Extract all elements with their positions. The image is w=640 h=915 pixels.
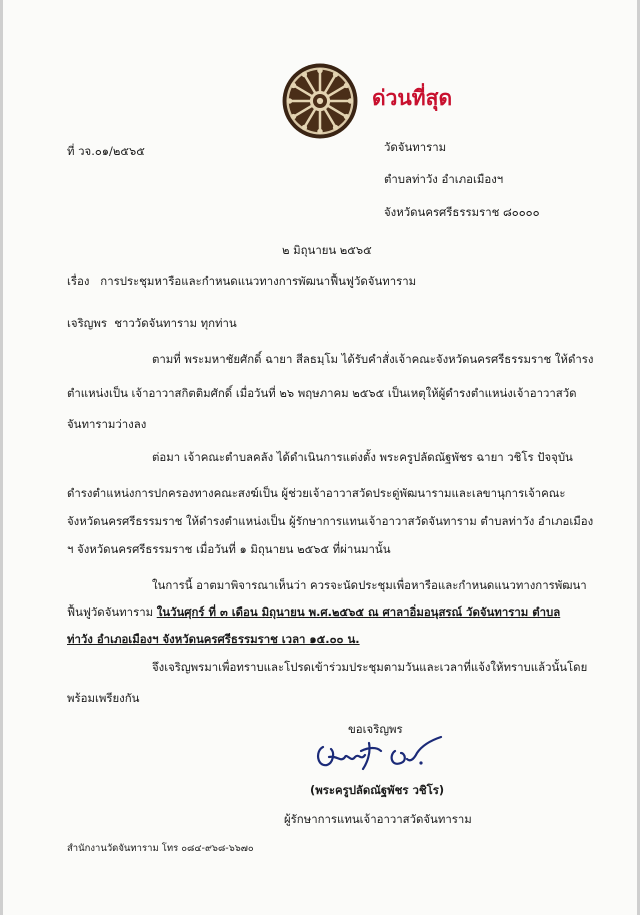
footer-contact: สำนักงานวัดจันทาราม โทร ๐๘๔-๙๖๘-๖๖๗๐: [67, 843, 254, 854]
paragraph-2-line-2: ดำรงตำแหน่งการปกครองทางคณะสงฆ์เป็น ผู้ช่วยเจ้าอาวาสวัดประดู่พัฒนารามและเลขานุการเจ้าคณะ: [67, 486, 566, 500]
reference-number: ที่ วจ.๐๑/๒๕๖๕: [67, 144, 145, 158]
paragraph-2-line-4: ฯ จังหวัดนครศรีธรรมราช เมื่อวันที่ ๑ มิถุนายน ๒๕๖๕ ที่ผ่านมานั้น: [67, 542, 391, 556]
paragraph-3-line-1: ในการนี้ อาตมาพิจารณาเห็นว่า ควรจะนัดประชุมเพื่อหารือและกำหนดแนวทางการพัฒนา: [152, 578, 587, 592]
paragraph-1-line-2: ตำแหน่งเป็น เจ้าอาวาสกิตติมศักดิ์ เมื่อวันที่ ๒๖ พฤษภาคม ๒๕๖๕ เป็นเหตุให้ผู้ดำรงตำแหน่งเจ้าอาวาสวัด: [67, 386, 577, 400]
subject-text: การประชุมหารือและกำหนดแนวทางการพัฒนาฟื้นฟูวัดจันทาราม: [100, 274, 417, 288]
letter-date: ๒ มิถุนายน ๒๕๖๕: [282, 243, 372, 257]
signer-name: (พระครูปลัดณัฐพัชร วชิโร): [310, 783, 445, 797]
paragraph-3-line-2: [67, 605, 560, 619]
paragraph-4-line-2: พร้อมเพรียงกัน: [67, 691, 140, 705]
salutation-line: [67, 316, 237, 330]
urgent-label: ด่วนที่สุด: [372, 86, 453, 110]
handwritten-signature-icon: [311, 733, 451, 783]
salutation-label: เจริญพร: [67, 316, 108, 330]
paragraph-2-line-1: ต่อมา เจ้าคณะตำบลคลัง ได้ดำเนินการแต่งตั้ง พระครูปลัดณัฐพัชร ฉายา วชิโร ปัจจุบัน: [152, 450, 573, 464]
salutation-text: ชาววัดจันทาราม ทุกท่าน: [114, 316, 237, 330]
org-address-line-1: ตำบลท่าวัง อำเภอเมืองฯ: [384, 172, 504, 186]
paragraph-4-line-1: จึงเจริญพรมาเพื่อทราบและโปรดเข้าร่วมประชุมตามวันและเวลาที่แจ้งให้ทราบแล้วนั้นโดย: [152, 660, 588, 674]
dharma-wheel-icon: [281, 62, 359, 140]
subject-label: เรื่อง: [67, 274, 90, 288]
closing-greeting: ขอเจริญพร: [348, 722, 403, 736]
meeting-datetime-highlight: ในวันศุกร์ ที่ ๓ เดือน มิถุนายน พ.ศ.๒๕๖๕ ณ ศาลาอิ่มอนุสรณ์ วัดจันทาราม ตำบล: [156, 605, 561, 619]
signer-title: ผู้รักษาการแทนเจ้าอาวาสวัดจันทาราม: [284, 812, 472, 826]
paragraph-1-line-1: ตามที่ พระมหาชัยศักดิ์ ฉายา สีลธมฺโม ได้รับคำสั่งเจ้าคณะจังหวัดนครศรีธรรมราช ให้ดำรง: [152, 352, 594, 366]
paragraph-3-line-3: ท่าวัง อำเภอเมืองฯ จังหวัดนครศรีธรรมราช เวลา ๑๕.๐๐ น.: [67, 632, 360, 646]
subject-line: [67, 274, 416, 288]
org-address-line-2: จังหวัดนครศรีธรรมราช ๘๐๐๐๐: [384, 205, 540, 219]
paragraph-2-line-3: จังหวัดนครศรีธรรมราช ให้ดำรงตำแหน่งเป็น ผู้รักษาการแทนเจ้าอาวาสวัดจันทาราม ตำบลท่าวัง อำเภอเมือง: [67, 514, 594, 528]
paragraph-3-line-2-plain: ฟื้นฟูวัดจันทาราม: [67, 605, 154, 619]
paragraph-1-line-3: จันทารามว่างลง: [67, 417, 147, 431]
org-name: วัดจันทาราม: [384, 140, 447, 154]
